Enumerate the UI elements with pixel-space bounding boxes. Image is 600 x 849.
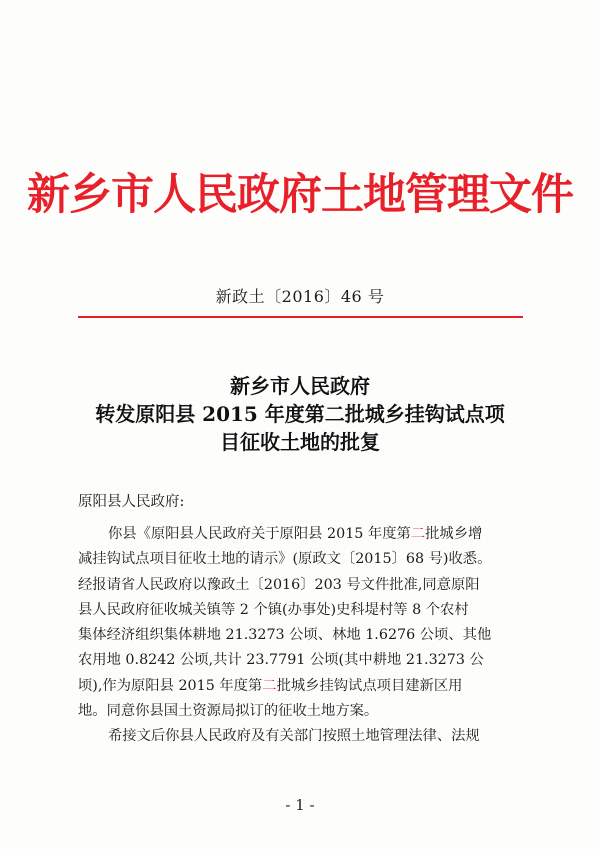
text-span: 批城乡增 [425, 526, 483, 542]
paragraph-1-line-4: 县人民政府征收城关镇等 2 个镇(办事处)史科堤村等 8 个农村 [78, 601, 469, 618]
title-line-1: 新乡市人民政府 [230, 374, 370, 398]
paragraph-1-line-3: 经报请省人民政府以豫政土〔2016〕203 号文件批准,同意原阳 [78, 576, 480, 593]
document-title [0, 372, 600, 456]
header-divider [78, 316, 523, 318]
page-number: - 1 - [285, 796, 315, 814]
document-header-title: 新乡市人民政府土地管理文件 [27, 170, 573, 220]
highlighted-text: 二 [262, 677, 277, 694]
paragraph-1-line-5: 集体经济组织集体耕地 21.3273 公顷、林地 1.6276 公顷、其他 [78, 627, 492, 644]
document-number: 新政土〔2016〕46 号 [215, 287, 385, 306]
text-span: 批城乡挂钩试点项目建新区用 [276, 677, 463, 694]
body-text [78, 522, 526, 750]
paragraph-1-line-6: 农用地 0.8242 公顷,共计 23.7791 公顷(其中耕地 21.3273 公 [78, 652, 484, 669]
paragraph-1-line-2: 减挂钩试点项目征收土地的请示》(原政文〔2015〕68 号)收悉。 [78, 551, 492, 568]
paragraph-1-line-8: 地。同意你县国土资源局拟订的征收土地方案。 [78, 703, 379, 720]
highlighted-text: 二 [410, 526, 426, 542]
salutation: 原阳县人民政府: [78, 494, 185, 510]
paragraph-1-line-7 [78, 674, 526, 699]
title-line-2: 转发原阳县 2015 年度第二批城乡挂钩试点项 [95, 402, 505, 426]
title-line-3: 目征收土地的批复 [220, 430, 380, 454]
text-span: 顷),作为原阳县 2015 年度第 [78, 677, 263, 694]
paragraph-2-line-1: 希接文后你县人民政府及有关部门按照土地管理法律、法规 [108, 728, 480, 745]
text-span: 你县《原阳县人民政府关于原阳县 2015 年度第 [108, 526, 411, 542]
paragraph-1-line-1 [78, 522, 526, 547]
